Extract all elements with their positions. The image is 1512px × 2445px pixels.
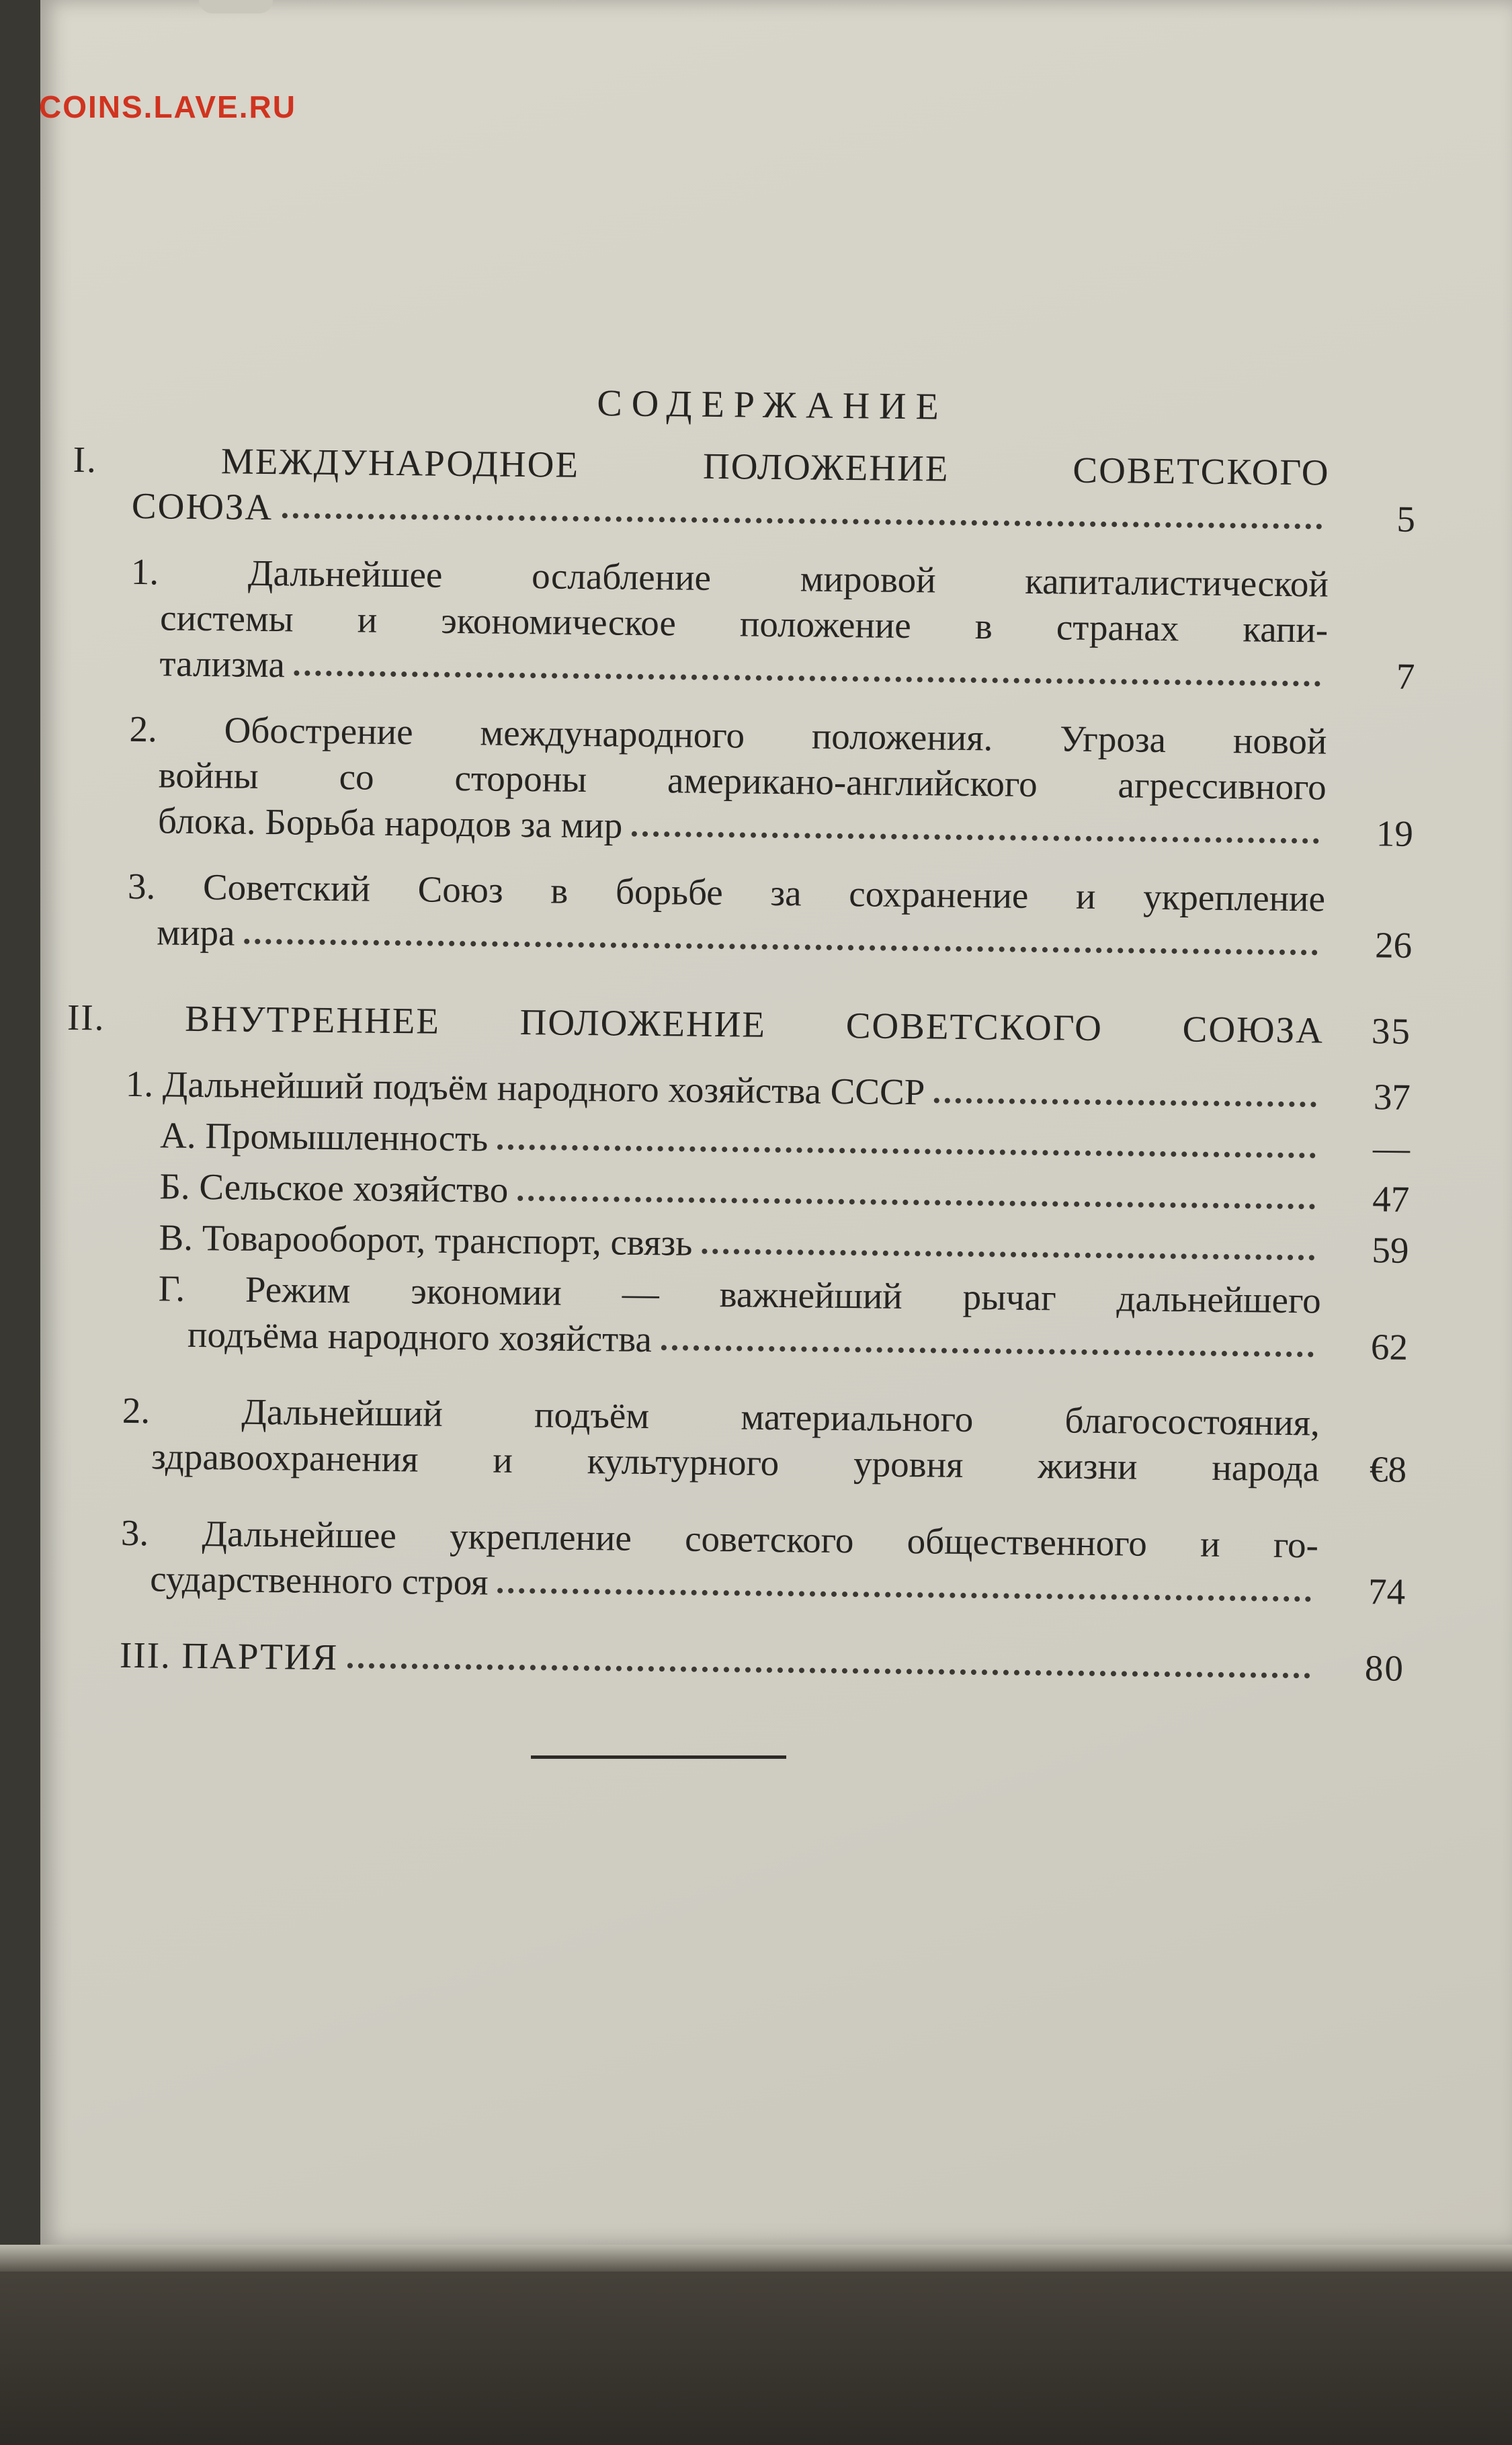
toc-entry-line: войны со стороны американо-английского агрессивного [158, 754, 1327, 808]
toc-entry-line: В. Товарооборот, транспорт, связь [159, 1216, 693, 1263]
leader-dots [517, 1196, 1315, 1209]
page-number: 37 [1373, 1076, 1411, 1118]
leader-dots [347, 1663, 1310, 1678]
page-number: €8 [1369, 1448, 1407, 1490]
leader-dots [244, 939, 1318, 956]
page-edge [0, 2245, 1512, 2272]
toc-entry-line: А. Промышленность [159, 1114, 489, 1159]
page-number: 62 [1370, 1326, 1409, 1368]
leader-dots [702, 1249, 1314, 1261]
toc-entry-2-1-b [159, 1163, 1410, 1222]
leader-dots [632, 831, 1319, 844]
page-clip [199, 0, 273, 13]
page-number: — [1372, 1127, 1411, 1169]
toc-entry-section-2 [67, 995, 1412, 1054]
page-number: 47 [1372, 1178, 1410, 1220]
page-number: 59 [1372, 1229, 1409, 1271]
toc-entry-line: 3. Советский Союз в борьбе за сохранение и укрепление [127, 865, 1326, 919]
leader-dots [497, 1588, 1311, 1602]
toc-title: СОДЕРЖАНИЕ [597, 382, 949, 428]
book-lower-edge [0, 2245, 1512, 2445]
page-number: 26 [1374, 924, 1413, 966]
toc-entry-line: подъёма народного хозяйства [187, 1313, 653, 1360]
toc-entry-section-1 [73, 437, 1417, 542]
toc-entry-line: 3. Дальнейшее укрепление советского общественного и го- [120, 1511, 1319, 1566]
toc-entry-line: системы и экономическое положение в странах капи- [159, 597, 1329, 651]
page-number: 35 [1371, 1010, 1412, 1052]
toc-entry-1-1 [130, 549, 1416, 700]
toc-entry-2-3 [120, 1510, 1406, 1615]
toc-entry-line: тализма [159, 643, 286, 686]
toc-entry-line: сударственного строя [149, 1558, 489, 1603]
page-number: 80 [1364, 1647, 1405, 1689]
leader-dots [282, 513, 1322, 529]
leader-dots [497, 1145, 1316, 1159]
toc-entry-line: 2. Обострение международного положения. Угроза новой [129, 708, 1327, 762]
toc-entry-line: Б. Сельское хозяйство [159, 1165, 509, 1210]
toc-entry-line: II. ВНУТРЕННЕЕ ПОЛОЖЕНИЕ СОВЕТСКОГО СОЮЗА [67, 996, 1325, 1051]
toc-entry-2-1 [126, 1061, 1411, 1120]
toc-entry-line: 2. Дальнейший подъём материального благосостояния, [122, 1389, 1320, 1444]
leader-dots [934, 1097, 1316, 1107]
toc-entry-2-1-v [159, 1214, 1409, 1273]
toc-entry-line: Г. Режим экономии — важнейший рычаг дальнейшего [158, 1268, 1322, 1321]
page-number: 7 [1396, 655, 1415, 697]
page-number: 74 [1368, 1571, 1406, 1612]
toc-entry-line: СОЮЗА [131, 485, 274, 528]
toc-entry-line: блока. Борьба народов за мир [157, 800, 623, 846]
leader-dots [294, 670, 1321, 686]
toc-entry-2-2 [122, 1388, 1407, 1493]
toc-entry-1-2 [128, 706, 1415, 857]
page-number: 19 [1376, 813, 1414, 854]
watermark: COINS.LAVE.RU [39, 89, 296, 124]
toc-entry-line: здравоохранения и культурного уровня жизни народа [151, 1436, 1320, 1489]
toc-entry-1-3 [127, 864, 1413, 968]
closing-rule [531, 1755, 786, 1759]
table-of-contents [60, 376, 1418, 1692]
toc-entry-line: III. ПАРТИЯ [119, 1634, 339, 1678]
leader-dots [661, 1345, 1314, 1357]
page-number: 5 [1396, 498, 1417, 540]
toc-entry-2-1-g [158, 1266, 1409, 1370]
toc-entry-line: мира [157, 911, 235, 954]
toc-entry-line: I. МЕЖДУНАРОДНОЕ ПОЛОЖЕНИЕ СОВЕТСКОГО [73, 438, 1330, 493]
toc-entry-line: 1. Дальнейшее ослабление мировой капиталистической [130, 550, 1329, 605]
toc-entry-2-1-a [160, 1112, 1411, 1171]
toc-entry-line: 1. Дальнейший подъём народного хозяйства СССР [125, 1063, 925, 1113]
